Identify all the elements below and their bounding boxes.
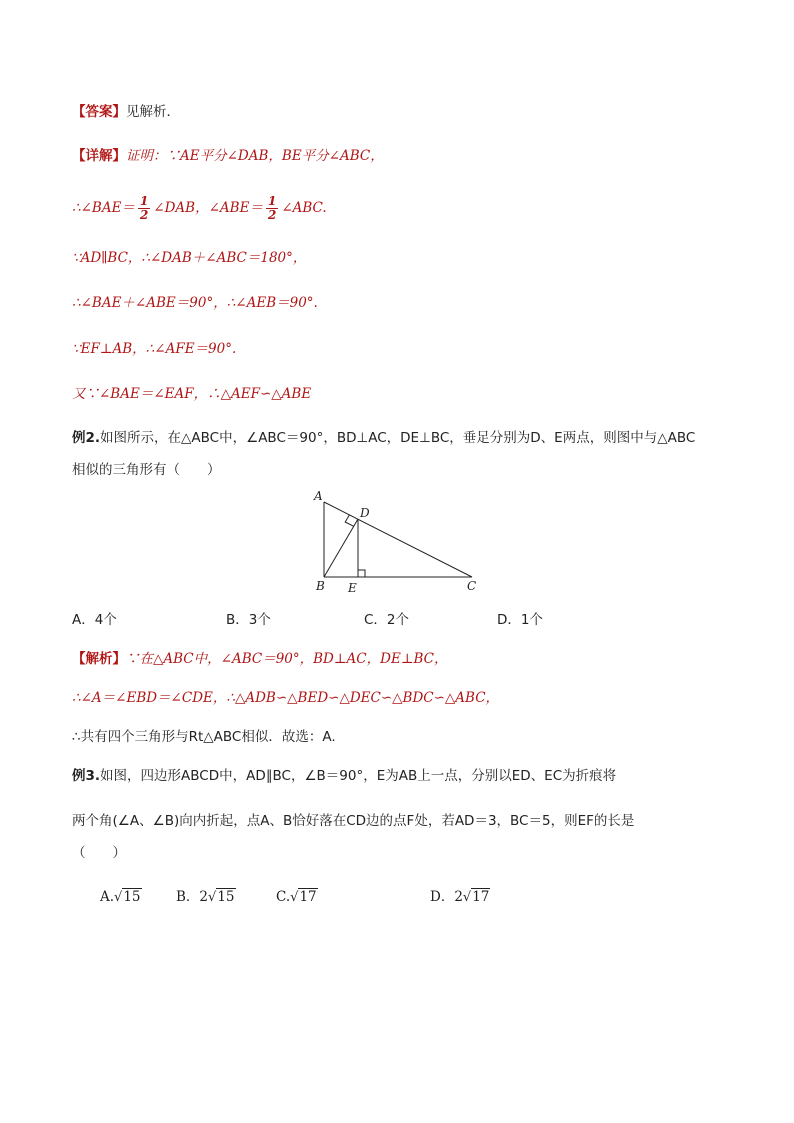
- sqrt-icon: √15: [208, 889, 235, 905]
- example2-analysis-line1: [72, 649, 448, 669]
- triangle-figure: [310, 488, 510, 598]
- detail-dab-abe: ∠DAB，∠ABE＝: [153, 200, 263, 216]
- example3-question-line3: （ ）: [72, 845, 126, 861]
- fraction-half-2: $\frac{1}{2}$: [267, 194, 277, 222]
- detail-line-3: ∵AD∥BC，∴∠DAB＋∠ABC＝180°，: [72, 250, 307, 266]
- example3-option-a: A.√15: [100, 887, 142, 908]
- label-b: B: [316, 579, 325, 593]
- detail-proof-start: 证明：∵AE平分∠DAB，BE平分∠ABC，: [126, 148, 384, 164]
- example3-label: 例3.: [72, 768, 101, 784]
- detail-tag: 【详解】: [72, 148, 126, 164]
- detail-line-6: 又∵∠BAE＝∠EAF，∴△AEF∽△ABE: [72, 386, 312, 402]
- example2-question-line2: 相似的三角形有（ ）: [72, 462, 221, 478]
- example3-question-line2: 两个角(∠A、∠B)向内折起，点A、B恰好落在CD边的点F处，若AD＝3，BC＝5，则EF的长是: [72, 813, 635, 829]
- label-c: C: [467, 579, 477, 593]
- example3-question-text: 如图，四边形ABCD中，AD∥BC，∠B＝90°，E为AB上一点，分别以ED、EC为折痕将: [100, 768, 617, 784]
- answer-tag: 【答案】: [72, 104, 126, 120]
- example2-option-b: B．3个: [226, 612, 271, 628]
- fraction-half-1: $\frac{1}{2}$: [139, 194, 149, 222]
- example2-question-text: 如图所示，在△ABC中，∠ABC＝90°，BD⊥AC，DE⊥BC，垂足分别为D、E两点，则图中与△ABC: [100, 430, 696, 446]
- example3-question-line1: [72, 766, 616, 786]
- answer-text: 见解析．: [126, 104, 180, 120]
- label-a: A: [314, 489, 323, 503]
- sqrt-icon: √17: [290, 889, 317, 905]
- example3-option-c: C.√17: [276, 887, 318, 908]
- example2-option-a: A．4个: [72, 612, 117, 628]
- detail-line-1: [72, 146, 384, 166]
- segment-bd: [324, 519, 358, 577]
- example3-option-b: B．2√15: [176, 887, 236, 908]
- detail-abc: ∠ABC.: [281, 200, 327, 216]
- label-d: D: [360, 506, 370, 520]
- example2-label: 例2.: [72, 430, 101, 446]
- example2-question-line1: [72, 428, 695, 448]
- example3-option-d: D．2√17: [430, 887, 490, 908]
- right-angle-mark-e: [358, 570, 365, 577]
- detail-line-5: ∵EF⊥AB，∴∠AFE＝90°.: [72, 341, 237, 357]
- label-e: E: [348, 581, 357, 595]
- example2-analysis-line2: ∴∠A＝∠EBD＝∠CDE，∴△ADB∽△BED∽△DEC∽△BDC∽△ABC，: [72, 690, 500, 706]
- example2-option-d: D．1个: [497, 612, 543, 628]
- detail-line-2: [72, 195, 327, 222]
- sqrt-icon: √15: [114, 889, 141, 905]
- analysis-text-1: ∵在△ABC中，∠ABC＝90°，BD⊥AC，DE⊥BC，: [126, 651, 448, 667]
- answer-line: [72, 102, 180, 122]
- detail-line-4: ∴∠BAE＋∠ABE＝90°，∴∠AEB＝90°.: [72, 295, 318, 311]
- detail-bae-eq: ∴∠BAE＝: [72, 200, 135, 216]
- example2-option-c: C．2个: [364, 612, 410, 628]
- analysis-tag: 【解析】: [72, 651, 126, 667]
- example2-analysis-line3: ∴共有四个三角形与Rt△ABC相似．故选：A.: [72, 729, 336, 745]
- sqrt-icon: √17: [462, 889, 490, 905]
